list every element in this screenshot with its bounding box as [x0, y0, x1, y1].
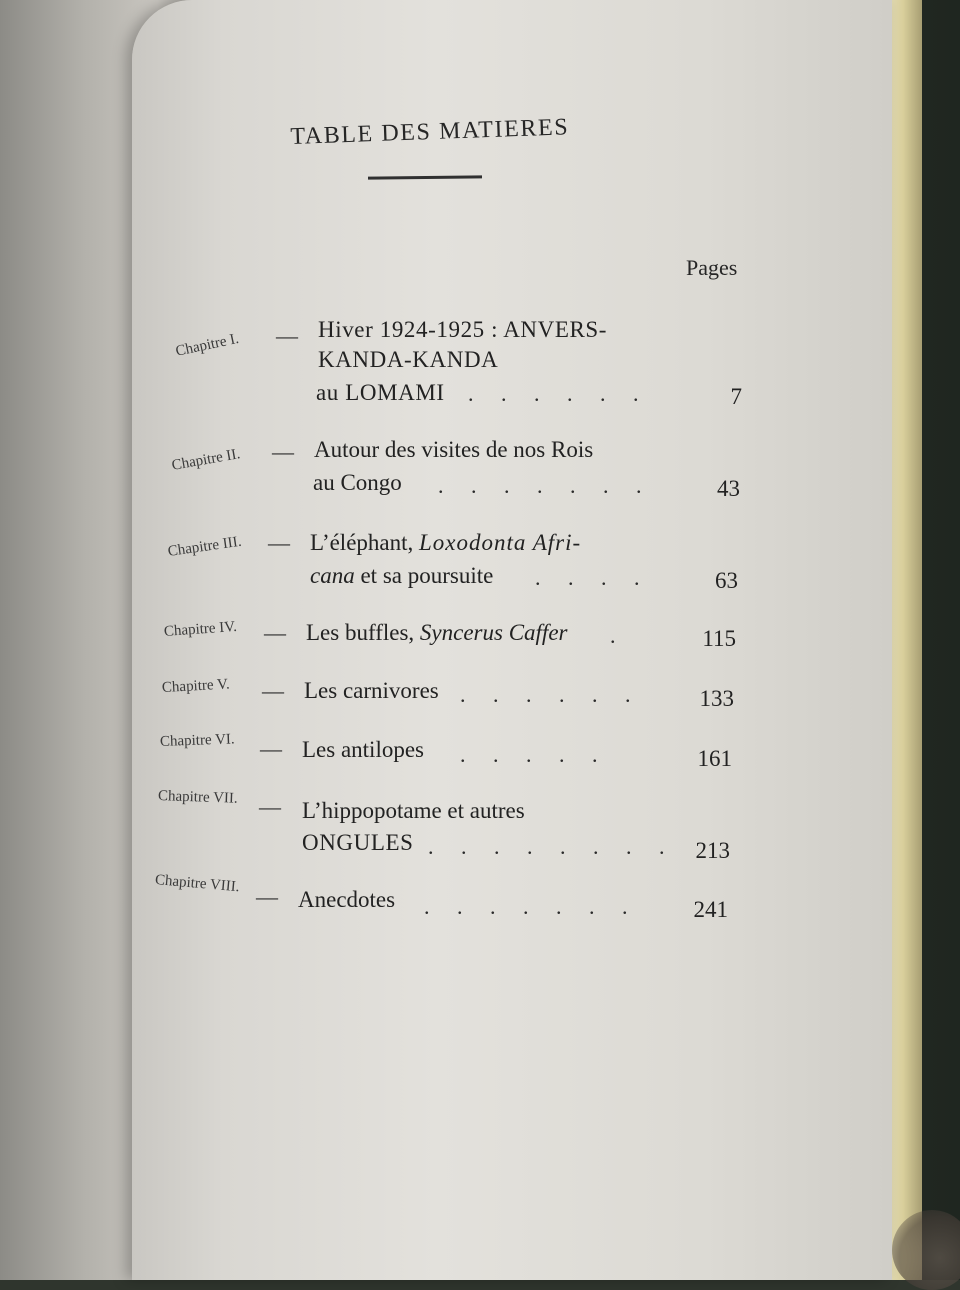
chapter-dash: — — [259, 794, 281, 819]
chapter-dash: — — [264, 620, 286, 645]
chapter-dash: — — [276, 323, 298, 348]
chapter-label: Chapitre VII. — [157, 788, 238, 807]
chapter-title-text: L’éléphant, — [310, 530, 420, 555]
chapter-title-line: Autour des visites de nos Rois — [314, 437, 594, 462]
chapter-title-line: Hiver 1924-1925 : ANVERS- — [318, 317, 608, 342]
chapter-title-italic: cana — [310, 563, 355, 588]
page-number: 7 — [730, 384, 742, 409]
chapter-label: Chapitre VIII. — [154, 872, 241, 896]
chapter-title-line: Anecdotes — [298, 887, 396, 912]
leader-dots: . . . . . . — [460, 682, 642, 707]
chapter-dash: — — [272, 439, 294, 464]
chapter-title-line — [306, 620, 567, 646]
chapter-dash: — — [256, 884, 278, 909]
chapter-title-line — [310, 563, 493, 589]
leader-dots: . . . . . . . — [438, 473, 653, 498]
chapter-title-line: KANDA-KANDA — [318, 347, 499, 372]
chapter-title-line: au LOMAMI — [316, 380, 445, 405]
page-title: TABLE DES MATIERES — [290, 114, 570, 150]
leader-dots: . . . . . — [460, 742, 609, 767]
leader-dots: . . . . . . . . — [428, 834, 676, 859]
page-number: 133 — [699, 686, 734, 711]
chapter-title-text: et sa poursuite — [354, 563, 494, 588]
page-number: 63 — [715, 568, 738, 593]
leader-dots: . . . . . . — [468, 381, 650, 406]
page-number: 43 — [717, 476, 740, 501]
chapter-dash: — — [268, 530, 290, 555]
chapter-title-italic: Loxodonta Afri- — [419, 530, 582, 555]
pages-column-label: Pages — [686, 255, 738, 280]
chapter-title-line: Les carnivores — [304, 678, 439, 703]
chapter-label: Chapitre II. — [170, 446, 242, 474]
chapter-label: Chapitre I. — [174, 330, 241, 360]
page-number: 213 — [695, 838, 730, 863]
page-number: 161 — [697, 746, 732, 771]
page-number: 241 — [693, 897, 728, 922]
chapter-label: Chapitre III. — [166, 533, 243, 560]
chapter-title-line: L’hippopotame et autres — [302, 798, 525, 823]
chapter-label: Chapitre IV. — [163, 618, 238, 640]
chapter-title-line: ONGULES — [302, 830, 414, 855]
page-number: 115 — [702, 626, 736, 651]
chapter-label: Chapitre VI. — [159, 731, 235, 750]
chapter-title-line: Les antilopes — [302, 737, 424, 762]
chapter-title-line — [310, 530, 581, 556]
leader-dots: . . . . . . . — [424, 894, 639, 919]
leader-dots: . — [610, 623, 627, 648]
chapter-dash: — — [262, 678, 284, 703]
chapter-dash: — — [260, 736, 282, 761]
chapter-label: Chapitre V. — [161, 676, 231, 696]
chapter-title-line: au Congo — [313, 470, 402, 495]
chapter-title-italic: Syncerus Caffer — [419, 620, 568, 645]
leader-dots: . . . . — [535, 565, 651, 590]
chapter-title-text: Les buffles, — [306, 620, 420, 645]
